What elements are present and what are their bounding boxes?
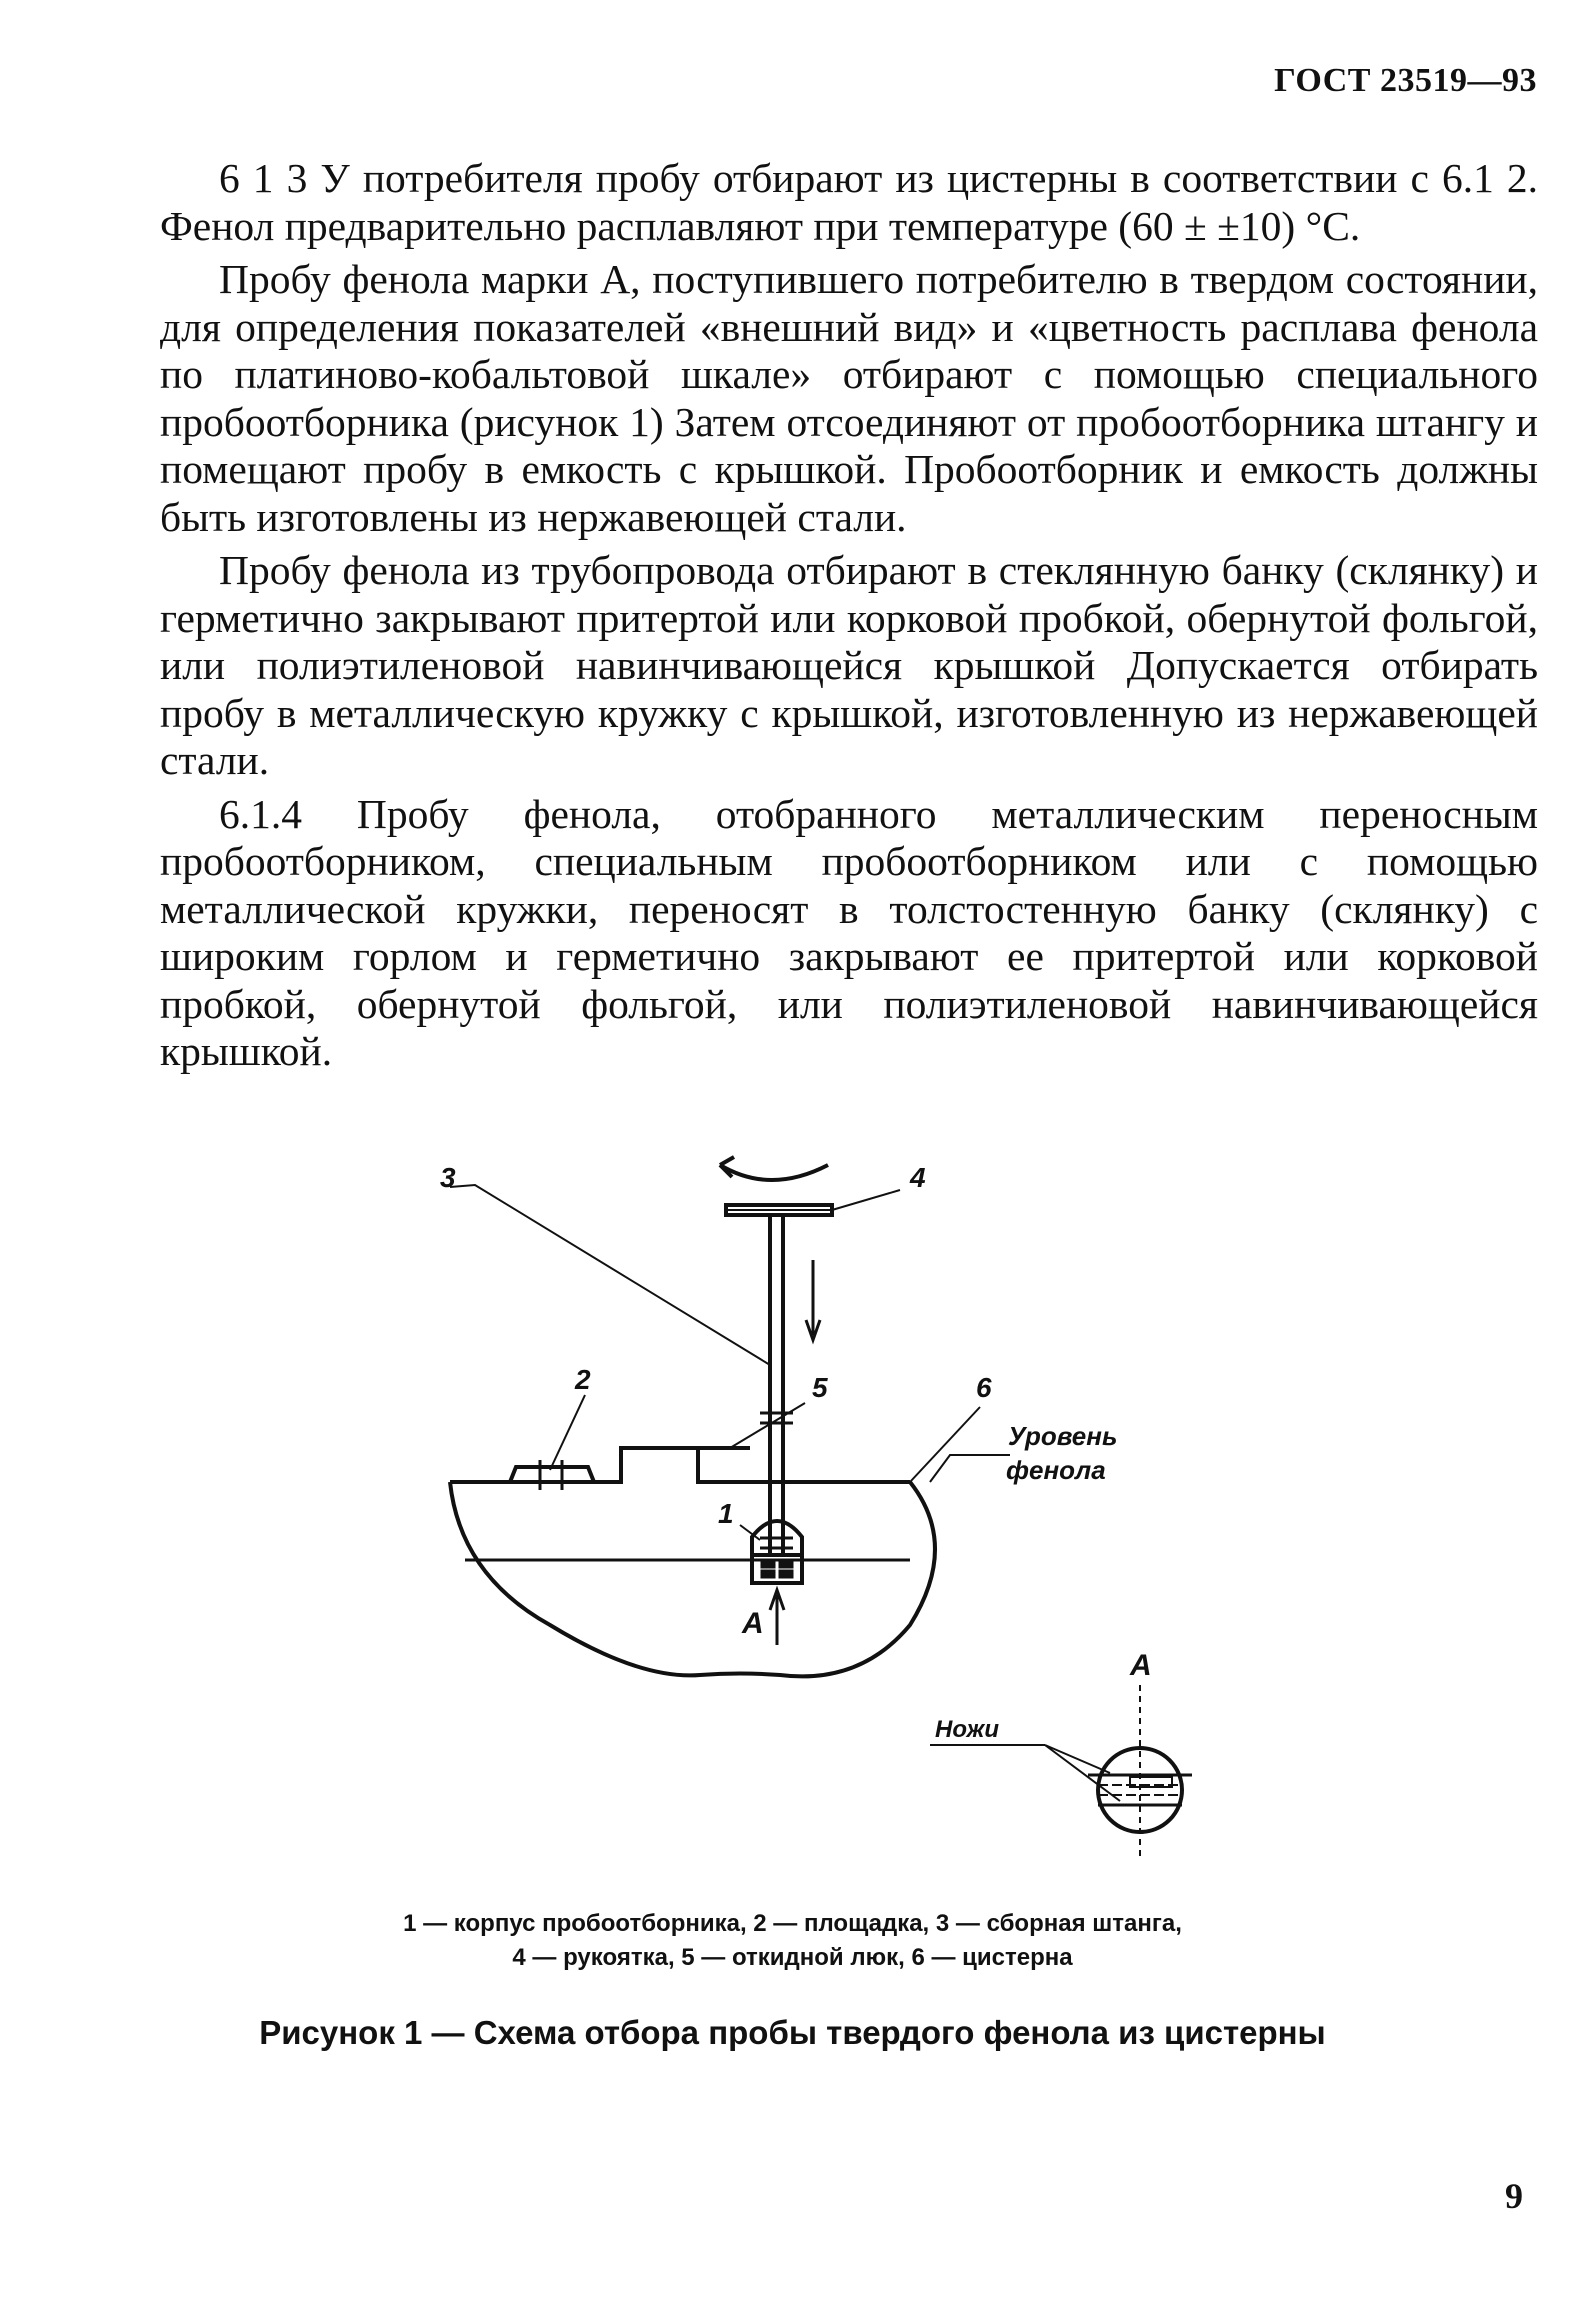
label-3: 3 bbox=[440, 1162, 456, 1193]
leader-2 bbox=[550, 1395, 585, 1470]
paragraph-pipeline-sample: Пробу фенола из трубопровода отбирают в стеклянную банку (склянку) и герметично закрывают притертой или корковой пробкой, обернутой фольгой, или полиэтиленовой навинчивающейся крышкой Допускается отбирать пробу в металлическую кружку с крышкой, изготовленную из нержавеющей стали. bbox=[160, 547, 1538, 783]
body-text bbox=[160, 155, 1538, 1082]
label-level-line2: фенола bbox=[1006, 1455, 1106, 1485]
paragraph-6-1-3: 6 1 3 У потребителя пробу отбирают из цистерны в соответствии с 6.1 2. Фенол предварительно расплавляют при температуре (60 ± ±10) °С. bbox=[160, 155, 1538, 249]
document-number-header: ГОСТ 23519—93 bbox=[1274, 62, 1537, 99]
label-knives: Ножи bbox=[935, 1716, 1000, 1743]
figure-sampler-diagram bbox=[440, 1145, 1340, 1915]
figure-caption: Рисунок 1 — Схема отбора пробы твердого фенола из цистерны bbox=[259, 2014, 1326, 2051]
leader-4 bbox=[832, 1190, 900, 1210]
platform bbox=[510, 1467, 594, 1482]
leader-6 bbox=[910, 1407, 980, 1482]
label-1: 1 bbox=[718, 1498, 734, 1529]
rotation-arrow bbox=[720, 1165, 828, 1180]
leader-5 bbox=[730, 1403, 805, 1448]
leader-3 bbox=[450, 1185, 770, 1365]
label-view-a-detail: А bbox=[1130, 1649, 1152, 1682]
figure-legend bbox=[0, 1907, 1585, 1975]
label-level-line1: Уровень bbox=[1008, 1421, 1118, 1451]
label-6: 6 bbox=[976, 1372, 992, 1403]
legend-line-2: 4 — рукоятка, 5 — откидной люк, 6 — цистерна bbox=[512, 1944, 1073, 1971]
tank-body bbox=[450, 1482, 935, 1676]
paragraph-sample-grade-a: Пробу фенола марки А, поступившего потребителю в твердом состоянии, для определения показателей «внешний вид» и «цветность расплава фенола по платиново-кобальтовой шкале» отбирают с помощью специального пробоотборника (рисунок 1) Затем отсоединяют от пробоотборника штангу и помещают пробу в емкость с крышкой. Пробоотборник и емкость должны быть изготовлены из нержавеющей стали. bbox=[160, 256, 1538, 540]
page-number: 9 bbox=[1505, 2176, 1523, 2216]
sampler-diagram-svg bbox=[440, 1145, 1340, 1915]
leader-level bbox=[930, 1455, 1010, 1482]
legend-line-1: 1 — корпус пробоотборника, 2 — площадка, 3 — сборная штанга, bbox=[403, 1910, 1182, 1937]
label-5: 5 bbox=[812, 1372, 828, 1403]
label-2: 2 bbox=[575, 1364, 591, 1395]
paragraph-6-1-4: 6.1.4 Пробу фенола, отобранного металлическим переносным пробоотборником, специальным пробоотборником или с помощью металлической кружки, переносят в толстостенную банку (склянку) с широким горлом и герметично закрывают ее притертой или корковой пробкой, обернутой фольгой, или полиэтиленовой навинчивающейся крышкой. bbox=[160, 790, 1538, 1074]
label-4: 4 bbox=[910, 1162, 926, 1193]
label-view-a: А bbox=[742, 1607, 764, 1640]
